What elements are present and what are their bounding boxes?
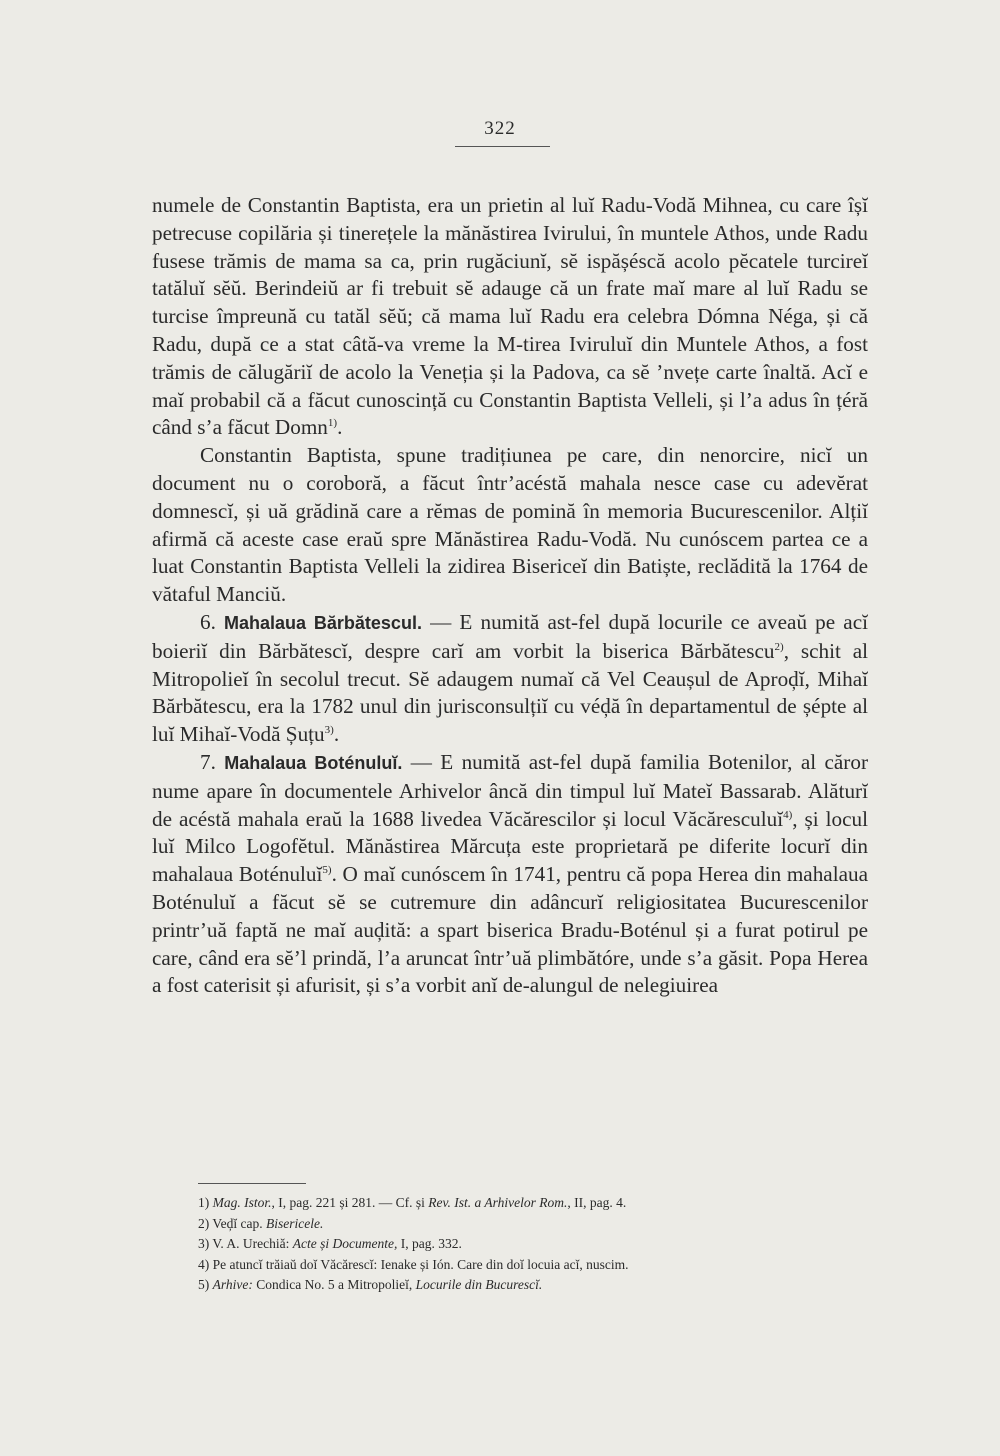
paragraph-1: numele de Constantin Baptista, era un prietin al luĭ Radu-Vodă Mihnea, cu care îșĭ petrecuse copilăria și tinerețele la mănăstirea Ivirului, în muntele Athos, unde Radu fusese trămis de mama sa ca, prin rugăciunĭ, sĕ ispășéscă acolo pĕcatele turcireĭ tatăluĭ sĕŭ. Berindeiŭ ar fi trebuit sĕ adauge că un frate maĭ mare al luĭ Radu se turcise împreună cu tatăl sĕŭ; că mama luĭ Radu era celebra Dómna Néga, și că Radu, după ce a stat câtă-va vreme la M-tirea Iviruluĭ din Muntele Athos, a fost trămis de călugăriĭ de acolo la Veneția și la Padova, ca sĕ ’nvețe carte înaltă. Acĭ e maĭ probabil că a făcut cunoscință cu Constantin Baptista Velleli, și l’a adus în țéră când s’a făcut Domn$^{1)}$. bbox=[152, 193, 868, 440]
footnote-ref-3: 3) bbox=[324, 724, 334, 737]
page-number-rule bbox=[455, 146, 550, 147]
paragraph-2 bbox=[152, 442, 868, 609]
paragraph-text: numele de Constantin Baptista, era un prietin al luĭ Radu-Vodă Mihnea, cu care îșĭ petrecuse copilăria și tinerețele la mănăstirea Ivirului, în muntele Athos, unde Radu fusese trămis de mama sa ca, prin rugăciunĭ, sĕ ispășéscă acolo pĕcatele turcireĭ tatăluĭ sĕŭ. Berindeiŭ ar fi trebuit sĕ adauge că un frate maĭ mare al luĭ Radu se turcise împreună cu tatăl sĕŭ; că mama luĭ Radu era celebra Dómna Néga, și că Radu, după ce a stat câtă-va vreme la M-tirea Iviruluĭ din Muntele Athos, a fost trămis de călugăriĭ de acolo la Veneția și la Padova, ca sĕ ’nvețe carte înaltă. Acĭ e maĭ probabil că a făcut cunoscință cu Constantin Baptista Velleli, și l’a adus în țéră când s’a făcut Domn bbox=[152, 193, 868, 440]
footnotes bbox=[198, 1193, 878, 1296]
section-heading-7: Mahalaua Boténuluĭ. bbox=[224, 752, 403, 773]
footnote-ref-1: 1) bbox=[327, 417, 338, 430]
paragraph-text: Constantin Baptista, spune tradițiunea pe care, din nenorcire, nicĭ un document nu o coroboră, a făcut într’acéstă mahala nesce case cu adevĕrat domnescĭ, și uă grădină care a rĕmas de pomină în memoria Bucurescenilor. Alțiĭ afirmă că aceste case eraŭ spre Mănăstirea Radu-Vodă. Nu cunóscem partea ce a luat Constantin Baptista Velleli la zidirea Bisericeĭ din Batiște, reclădită la 1764 de vătaful Manciŭ. bbox=[152, 443, 868, 607]
paragraph-text: — E numită ast-fel după locurile ce aveaŭ pe acĭ boieriĭ din Bărbătescĭ, despre carĭ am vorbit la biserica Bărbătescu bbox=[152, 609, 869, 663]
footnote-5: 5) Arhive: Condica No. 5 a Mitropolieĭ, Locurile din Bucurescĭ. bbox=[198, 1277, 543, 1293]
page-number: 322 bbox=[484, 118, 516, 139]
paragraph-text: — E numită ast-fel după familia Botenilor, al căror nume apare în documentele Arhivelor âncă din timpul luĭ Mateĭ Bassarab. Alăturĭ de acéstă mahala eraŭ la 1688 livedea Văcărescilor și locul Văcăresculuĭ bbox=[152, 749, 869, 831]
paragraph-text: . O maĭ cunóscem în 1741, pentru că popa Herea din mahalaua Boténuluĭ a făcut sĕ se cutremure din adâncurĭ religiositatea Bucurescenilor printr’uă faptă ne maĭ auḑită: a spart biserica Bradu-Boténul și a furat potirul pe care, când era sĕ’l prindă, l’a aruncat într’uă plimbătóre, unde s’a găsit. Popa Herea a fost caterisit și afurisit, și s’a vorbit anĭ de-alungul de nelegiuirea bbox=[152, 862, 868, 998]
paragraph-4: 7. Mahalaua Boténuluĭ. — E numită ast-fel după familia Botenilor, al căror nume apare în documentele Arhivelor âncă din timpul luĭ Mateĭ Bassarab. Alăturĭ de acéstă mahala eraŭ la 1688 livedea Văcărescilor și locul Văcăresculuĭ$^{4)}$, și locul luĭ Milco Logofĕtul. Mănăstirea Mărcuța este proprietară pe diferite locurĭ din mahalaua Boténuluĭ$^{5)}$. O maĭ cunóscem în 1741, pentru că popa Herea din mahalaua Boténuluĭ a făcut sĕ se cutremure din adâncurĭ religiositatea Bucurescenilor printr’uă faptă ne maĭ auḑită: a spart biserica Bradu-Boténul și a furat potirul pe care, când era sĕ’l prindă, l’a aruncat într’uă plimbătóre, unde s’a găsit. Popa Herea a fost caterisit și afurisit, și s’a vorbit anĭ de-alungul de nelegiuirea bbox=[152, 749, 869, 998]
section-heading-6: Mahalaua Bărbătescul. bbox=[224, 612, 422, 633]
paragraph-text: , schit al Mitropolieĭ în secolul trecut. Sĕ adaugem numaĭ că Vel Ceaușul de Aproḑĭ, Mihaĭ Bărbătescu, era la 1782 unul din jurisconsulțiĭ cu véḑă în departamentul de șépte al luĭ Mihaĭ-Vodă Șuțu bbox=[152, 638, 868, 747]
footnote-4: 4) Pe atuncĭ trăiaŭ doĭ Văcărescĭ: Ienake și Ión. Care din doĭ locuia acĭ, nuscim. bbox=[198, 1256, 629, 1272]
paragraph-text: , și locul luĭ Milco Logofĕtul. Mănăstirea Mărcuța este proprietară pe diferite locurĭ din mahalaua Boténuluĭ bbox=[152, 806, 868, 887]
footnote-2: 2) Veḑĭ cap. Bisericele. bbox=[198, 1215, 324, 1231]
footnote-rule bbox=[198, 1183, 306, 1184]
body-text bbox=[152, 192, 868, 1000]
footnote-3: 3) V. A. Urechiă: Acte și Documente, I, pag. 332. bbox=[198, 1236, 462, 1252]
footnote-ref-4: 4) bbox=[783, 808, 793, 821]
footnote-ref-2: 2) bbox=[774, 640, 784, 653]
paragraph-3: 6. Mahalaua Bărbătescul. — E numită ast-fel după locurile ce aveaŭ pe acĭ boieriĭ din Bărbătescĭ, despre carĭ am vorbit la biserica Bărbătescu$^{2)}$, schit al Mitropolieĭ în secolul trecut. Sĕ adaugem numaĭ că Vel Ceaușul de Aproḑĭ, Mihaĭ Bărbătescu, era la 1782 unul din jurisconsulțiĭ cu véḑă în departamentul de șépte al luĭ Mihaĭ-Vodă Șuțu$^{3)}$. bbox=[152, 609, 869, 747]
footnote-ref-5: 5) bbox=[322, 864, 332, 877]
footnote-1: 1) Mag. Istor., I, pag. 221 și 281. — Cf. și Rev. Ist. a Arhivelor Rom., II, pag. 4. bbox=[198, 1195, 627, 1210]
